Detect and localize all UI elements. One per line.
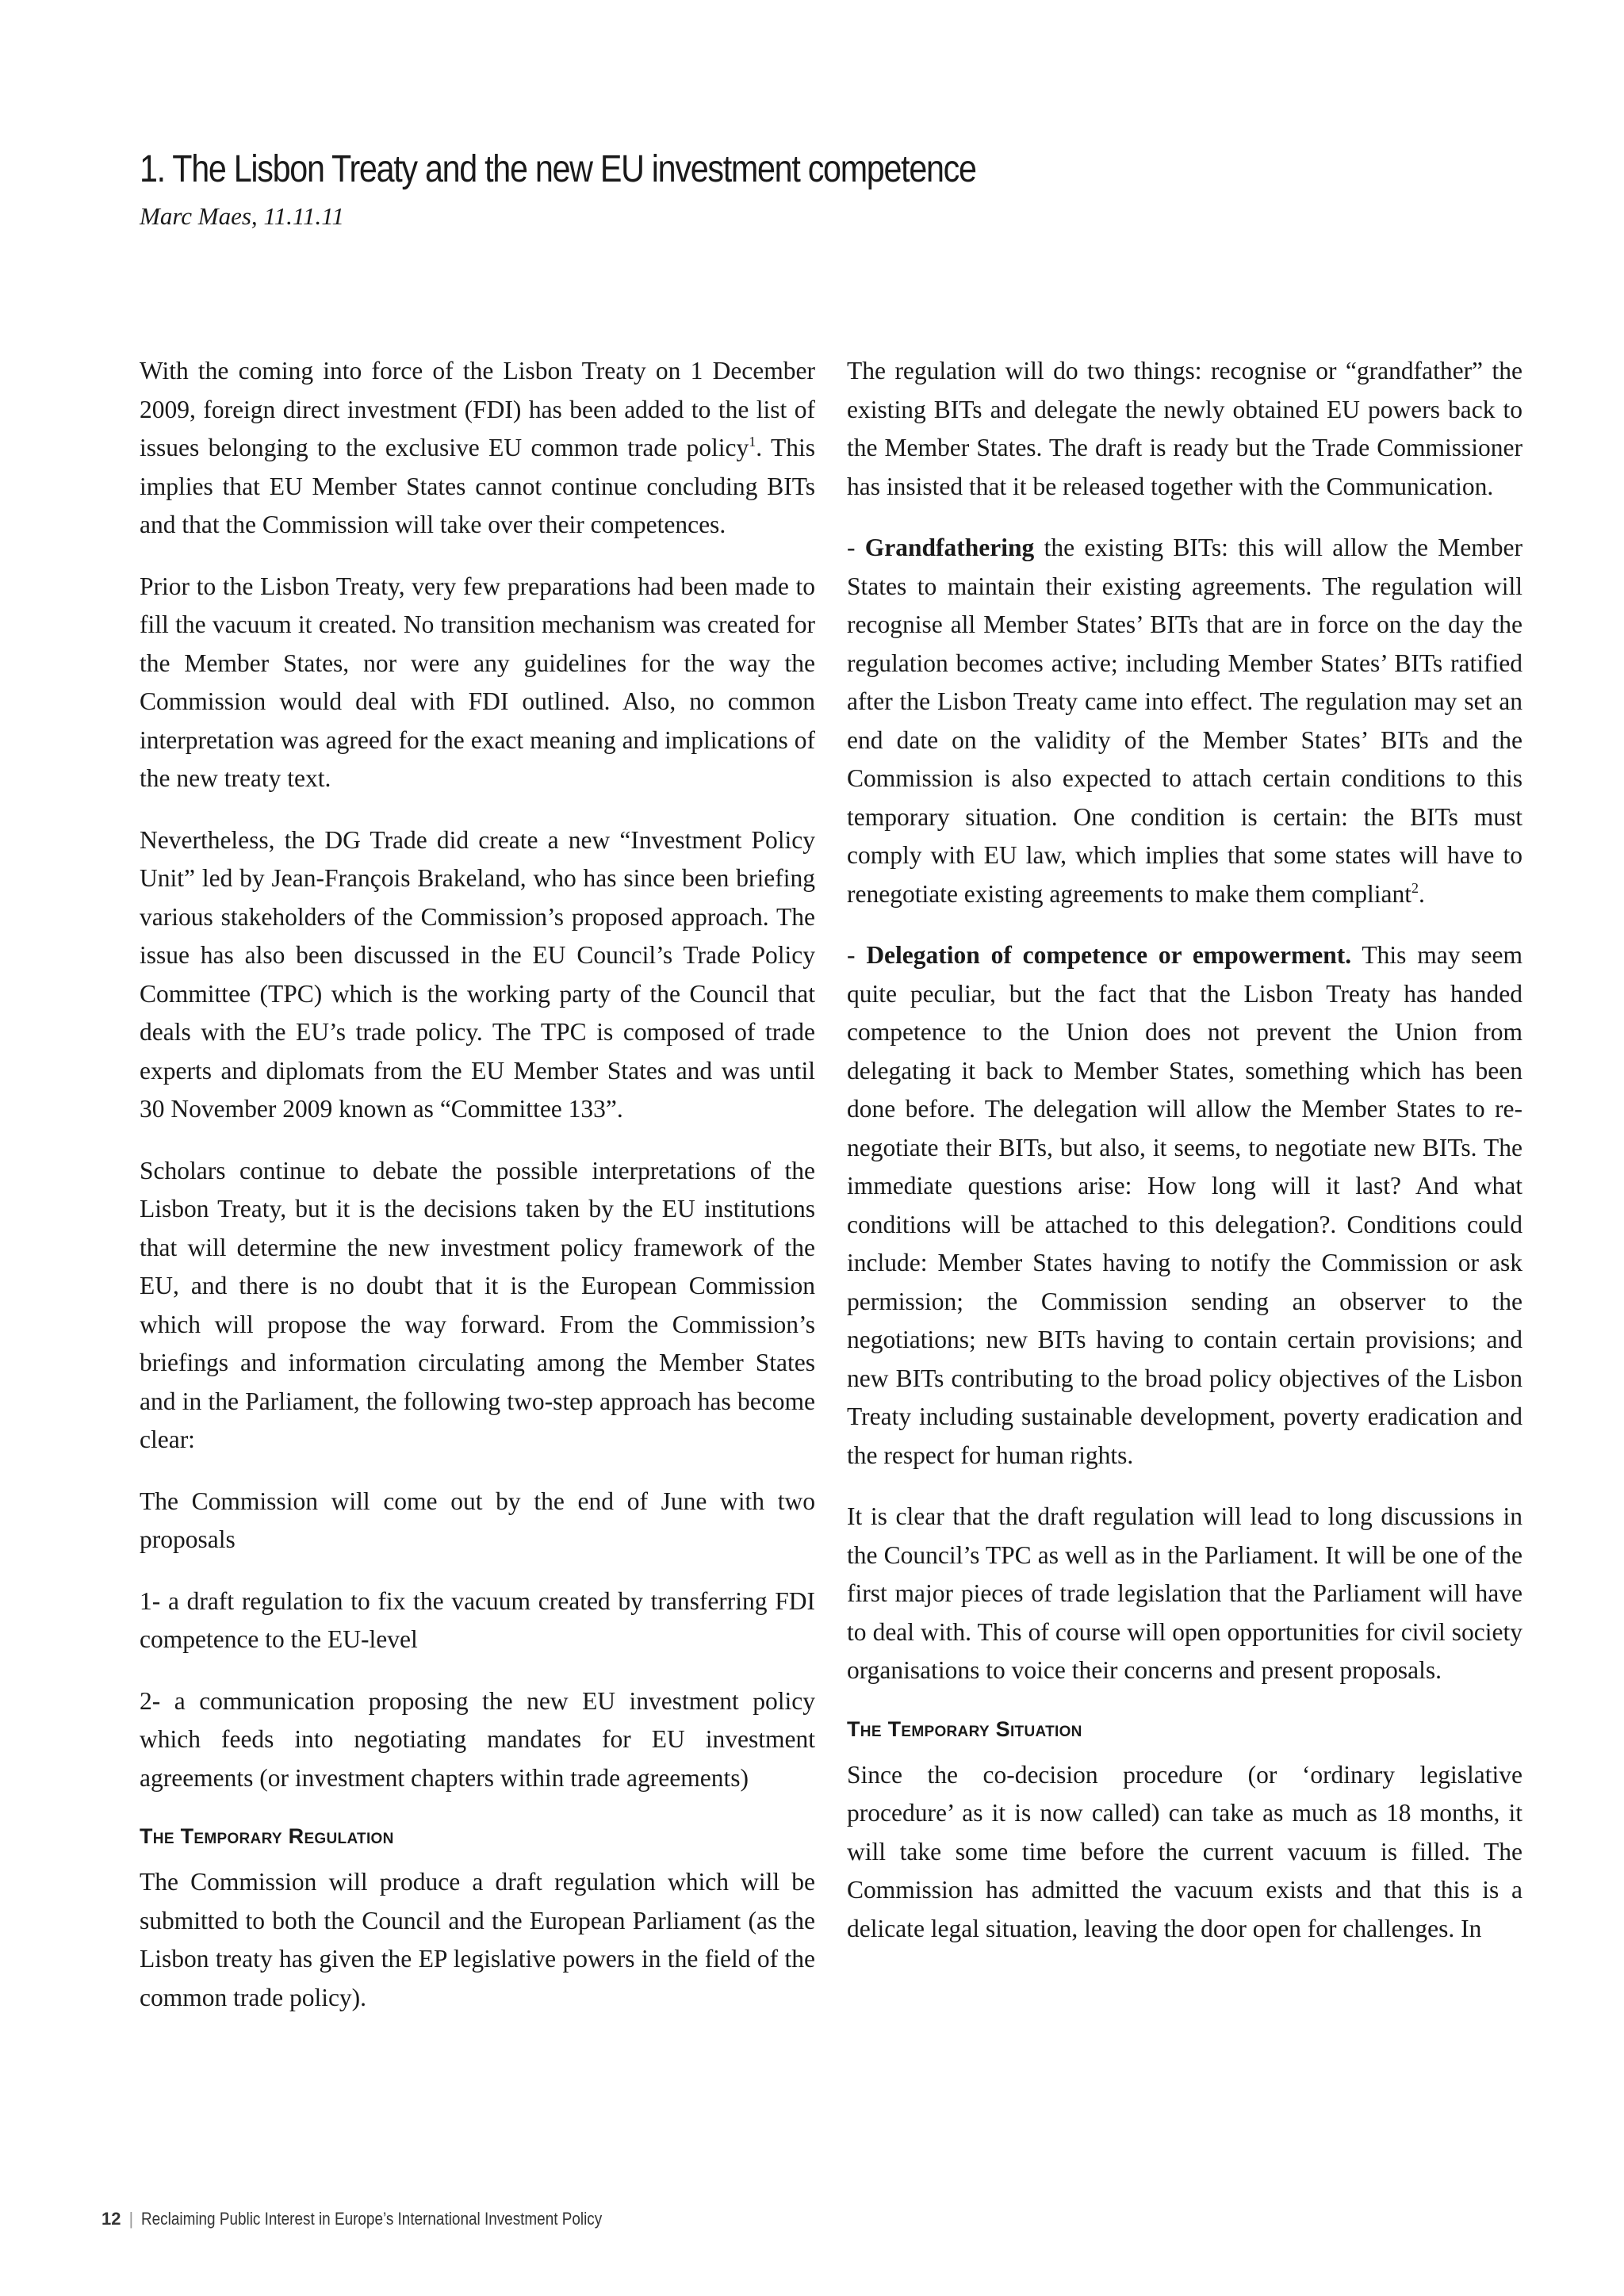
paragraph: The Commission will come out by the end of June with two proposals: [140, 1487, 815, 1553]
publication-title: Reclaiming Public Interest in Europe’s International Investment Policy: [141, 2209, 603, 2229]
term-delegation: Delegation of competence or empowerment.: [866, 941, 1352, 969]
right-column: [847, 352, 1522, 1948]
term-grandfathering: Grandfathering: [864, 534, 1035, 561]
left-column: [140, 352, 815, 2017]
paragraph: - Grandfathering the existing BITs: this will allow the Member States to maintain their existing agreements. The regulation will recognise all Member States’ BITs that are in force on the day the regulation becomes active; including Member States’ BITs ratified after the Lisbon Treaty came into effect. The regulation may set an end date on the validity of the Member States’ BITs and the Commission is also expected to attach certain conditions to this temporary situation. One condition is certain: the BITs must comply with EU law, which implies that some states will have to renegotiate existing agreements to make them compliant$^2$.: [847, 534, 1522, 908]
paragraph: Nevertheless, the DG Trade did create a new “Investment Policy Unit” led by Jean-François Brakeland, who has since been briefing various stakeholders of the Commission’s proposed approach. The issue has also been discussed in the EU Council’s Trade Policy Committee (TPC) which is the working party of the Council that deals with the EU’s trade policy. The TPC is composed of trade experts and diplomats from the EU Member States and was until 30 November 2009 known as “Committee 133”.: [140, 825, 815, 1123]
paragraph: Since the co-decision procedure (or ‘ordinary legislative procedure’ as it is now called) can take as much as 18 months, it will take some time before the current vacuum is filled. The Commission has admitted the vacuum exists and that this is a delicate legal situation, leaving the door open for challenges. In: [847, 1760, 1522, 1942]
article-header: [140, 147, 1112, 231]
paragraph: - Delegation of competence or empowerment. This may seem quite peculiar, but the fact that the Lisbon Treaty has handed competence to the Union does not prevent the Union from delegating it back to Member States, something which has been done before. The delegation will allow the Member States to re-negotiate their BITs, but also, it seems, to negotiate new BITs. The immediate questions arise: How long will it last? And what conditions will be attached to this delegation?. Conditions could include: Member States having to notify the Commission or ask permission; the Commission sending an observer to the negotiations; new BITs having to contain certain provisions; and new BITs contributing to the broad policy objectives of the Lisbon Treaty including sustainable development, poverty eradication and the respect for human rights.: [847, 941, 1522, 1469]
footnote-ref-2[interactable]: 2: [1411, 879, 1419, 896]
paragraph: Scholars continue to debate the possible interpretations of the Lisbon Treaty, but it is the decisions taken by the EU institutions that will determine the new investment policy framework of the EU, and there is no doubt that it is the European Commission which will propose the way forward. From the Commission’s briefings and information circulating among the Member States and in the Parliament, the following two-step approach has become clear:: [140, 1156, 815, 1453]
paragraph: With the coming into force of the Lisbon Treaty on 1 December 2009, foreign direct investment (FDI) has been added to the list of issues belonging to the exclusive EU common trade policy$^1$. This implies that EU Member States cannot continue concluding BITs and that the Commission will take over their competences.: [140, 357, 815, 538]
author-byline: Marc Maes, 11.11.11: [140, 202, 344, 230]
section-heading-temporary-situation: The Temporary Situation: [847, 1716, 1082, 1741]
section-heading-temporary-regulation: The Temporary Regulation: [140, 1824, 394, 1848]
page-footer: [102, 2209, 677, 2229]
page-title: 1. The Lisbon Treaty and the new EU investment competence: [140, 148, 976, 190]
footnote-ref-1[interactable]: 1: [749, 434, 756, 450]
page-number: 12: [102, 2209, 121, 2229]
paragraph: 1- a draft regulation to fix the vacuum created by transferring FDI competence to the EU-level: [140, 1586, 815, 1653]
footer-separator: |: [128, 2209, 134, 2229]
paragraph: It is clear that the draft regulation will lead to long discussions in the Council’s TPC as well as in the Parliament. It will be one of the first major pieces of trade legislation that the Parliament will have to deal with. This of course will open opportunities for civil society organisations to voice their concerns and present proposals.: [847, 1502, 1522, 1684]
paragraph: The regulation will do two things: recognise or “grandfather” the existing BITs and delegate the newly obtained EU powers back to the Member States. The draft is ready but the Trade Commissioner has insisted that it be released together with the Communication.: [847, 357, 1522, 500]
paragraph: The Commission will produce a draft regulation which will be submitted to both the Council and the European Parliament (as the Lisbon treaty has given the EP legislative powers in the field of the common trade policy).: [140, 1868, 815, 2011]
paragraph: 2- a communication proposing the new EU investment policy which feeds into negotiating mandates for EU investment agreements (or investment chapters within trade agreements): [140, 1686, 815, 1792]
paragraph: Prior to the Lisbon Treaty, very few preparations had been made to fill the vacuum it created. No transition mechanism was created for the Member States, nor were any guidelines for the way the Commission would deal with FDI outlined. Also, no common interpretation was agreed for the exact meaning and implications of the new treaty text.: [140, 572, 815, 792]
